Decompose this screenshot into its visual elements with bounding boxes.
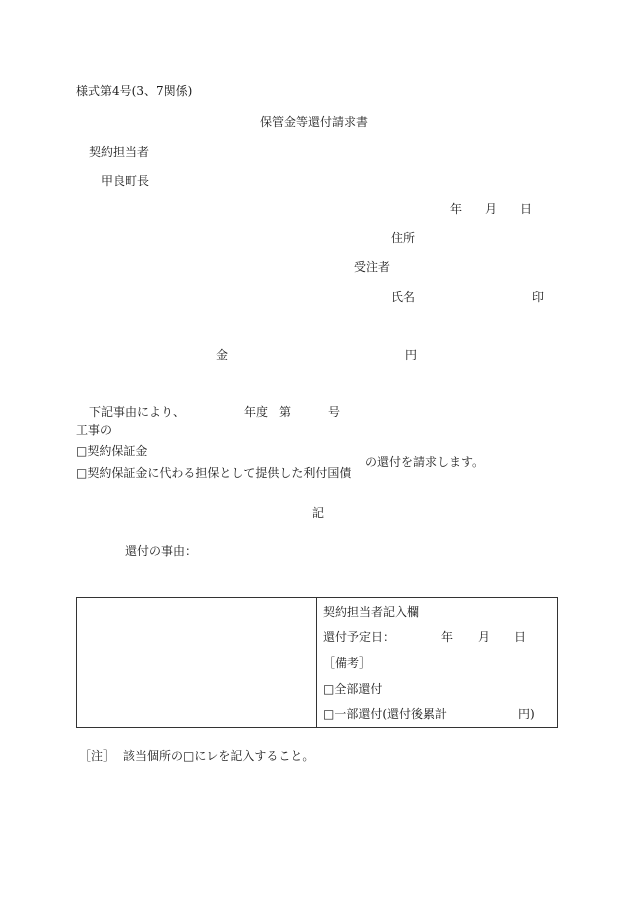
reason-text: 下記事由により、 <box>89 405 186 419</box>
form-number: 様式第4号(3、7関係) <box>76 84 193 98</box>
amount-prefix: 金 <box>216 348 229 362</box>
note-text: 該当個所の□にレを記入すること。 <box>123 749 315 763</box>
request-text: の還付を請求します。 <box>365 455 485 469</box>
fiscal-year-label: 年度 <box>244 405 269 419</box>
date-month-label: 月 <box>485 202 498 216</box>
amount-unit: 円 <box>405 348 418 362</box>
date-day-label: 日 <box>520 202 533 216</box>
date-year-label: 年 <box>450 202 463 216</box>
officer-entry-table <box>76 597 558 728</box>
full-refund-option: □全部還付 <box>323 682 383 696</box>
work-label: 工事の <box>76 423 113 437</box>
partial-refund-option: □一部還付(還付後累計 <box>323 707 448 721</box>
table-day-label: 日 <box>514 630 527 644</box>
table-year-label: 年 <box>441 630 454 644</box>
address-label: 住所 <box>391 231 416 245</box>
scheduled-date-label: 還付予定日： <box>323 630 396 644</box>
addressee-role: 契約担当者 <box>89 145 150 159</box>
contractor-label: 受注者 <box>354 260 391 274</box>
refund-reason-label: 還付の事由： <box>125 544 198 558</box>
number-suffix: 号 <box>328 405 341 419</box>
option-deposit: □契約保証金 <box>76 444 148 458</box>
seal-label: 印 <box>532 290 545 304</box>
table-divider <box>316 597 317 727</box>
number-prefix: 第 <box>279 405 292 419</box>
ki-heading: 記 <box>312 506 325 520</box>
partial-refund-unit: 円) <box>518 707 535 721</box>
table-month-label: 月 <box>478 630 491 644</box>
remarks-label: ［備考］ <box>323 656 372 670</box>
option-bond: □契約保証金に代わる担保として提供した利付国債 <box>76 466 352 480</box>
addressee-name: 甲良町長 <box>101 174 150 188</box>
table-heading: 契約担当者記入欄 <box>323 605 420 619</box>
page-title: 保管金等還付請求書 <box>260 115 369 129</box>
note-label: ［注］ <box>79 749 116 763</box>
name-label: 氏名 <box>391 290 416 304</box>
